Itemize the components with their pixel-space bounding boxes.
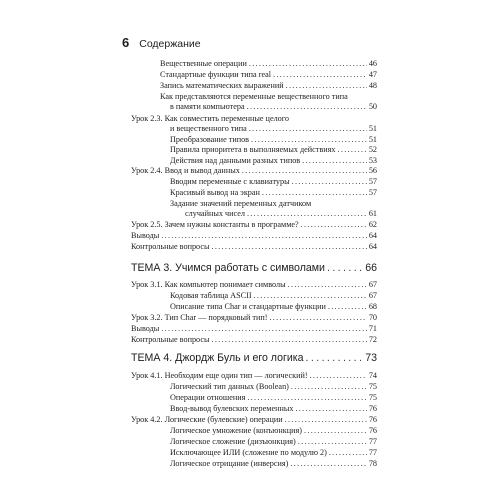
leader-dots (302, 156, 367, 166)
toc-entry-page: 77 (368, 437, 377, 446)
toc-entry-page: 76 (368, 404, 377, 413)
toc-entry-title: Операции отношения (170, 393, 246, 402)
toc-entry-page: 67 (368, 291, 377, 300)
toc-entry-page: 67 (368, 280, 377, 289)
toc-entry-page: 77 (368, 448, 377, 457)
toc-entry-title: Ввод-вывод булевских переменных (170, 404, 294, 413)
toc-entry-page: 68 (368, 302, 377, 311)
toc-entry (170, 102, 377, 112)
toc-entry (160, 81, 377, 91)
leader-dots (249, 59, 367, 69)
toc-entry-page: 50 (368, 102, 377, 111)
toc-entry-page: 46 (368, 59, 377, 68)
toc-entry (170, 156, 377, 166)
toc-entry-title-continued: и вещественного типа (170, 124, 247, 133)
toc-entry-page: 64 (368, 231, 377, 240)
toc-section-heading (131, 352, 377, 365)
page-number: 6 (122, 35, 130, 50)
toc-entry-title: Задание значений переменных датчиком (170, 199, 312, 208)
leader-dots (288, 280, 367, 290)
leader-dots (286, 81, 367, 91)
toc-entry (131, 371, 377, 381)
toc-entry-page: 57 (368, 177, 377, 186)
toc-entry (170, 404, 377, 414)
leader-dots (338, 145, 367, 155)
toc-entry-page: 76 (368, 415, 377, 424)
toc-entry-title: Описание типа Char и стандартные функции (170, 302, 326, 311)
toc-entry-page: 48 (368, 81, 377, 90)
toc-entry-page: 78 (368, 459, 377, 468)
toc-entry (170, 177, 377, 187)
toc-entry-page: 52 (368, 145, 377, 154)
leader-dots (327, 262, 363, 275)
leader-dots (161, 324, 367, 334)
toc-entry-page: 57 (368, 188, 377, 197)
toc-entry-page: 74 (368, 371, 377, 380)
leader-dots (247, 209, 367, 219)
leader-dots (262, 188, 367, 198)
toc-section-title: ТЕМА 3. Учимся работать с символами (131, 262, 325, 274)
toc-entry (170, 426, 377, 436)
toc-entry-title: Урок 2.5. Зачем нужны константы в программе? (131, 220, 299, 229)
toc-entry (131, 324, 377, 334)
toc-entry-title: Логическое отрицание (инверсия) (170, 459, 289, 468)
toc-entry-page: 75 (368, 393, 377, 402)
toc-entry-title: Красивый вывод на экран (170, 188, 260, 197)
toc-entry-title: Логическое сложение (дизъюнкция) (170, 437, 296, 446)
toc-entry-title: Контрольные вопросы (131, 242, 210, 251)
toc-entry-title: Урок 2.4. Ввод и вывод данных (131, 166, 240, 175)
toc-entry-page: 72 (368, 335, 377, 344)
toc-entry-title-continued: случайных чисел (185, 209, 245, 218)
toc-entry (131, 166, 377, 176)
toc-entry (170, 124, 377, 134)
toc-entry (170, 291, 377, 301)
running-header-title: Содержание (139, 38, 201, 50)
toc-entry-title: Выводы (131, 324, 160, 333)
toc-entry-title: Логический тип данных (Boolean) (170, 382, 289, 391)
toc-entry (170, 448, 377, 458)
toc-entry (185, 209, 377, 219)
toc-entry-page: 53 (368, 156, 377, 165)
toc-entry-title: Урок 3.2. Тип Char — порядковый тип! (131, 313, 268, 322)
toc-entry-page: 71 (368, 324, 377, 333)
leader-dots (249, 124, 367, 134)
leader-dots (290, 459, 366, 469)
leader-dots (285, 415, 367, 425)
toc-section-heading (131, 262, 377, 275)
leader-dots (242, 166, 367, 176)
leader-dots (211, 242, 366, 252)
toc-entry (170, 382, 377, 392)
toc-entry-page: 47 (368, 70, 377, 79)
leader-dots (329, 448, 367, 458)
toc-entry-page: 76 (368, 426, 377, 435)
toc-entry (131, 313, 377, 323)
toc-entry-page: 61 (368, 209, 377, 218)
toc-entry-title: Урок 3.1. Как компьютер понимает символы (131, 280, 286, 289)
toc-section-page: 66 (365, 262, 377, 274)
toc-entry-page: 51 (368, 135, 377, 144)
toc-entry-title: Урок 2.3. Как совместить переменные целого (131, 114, 289, 123)
leader-dots (269, 313, 366, 323)
toc-section-page: 73 (365, 352, 377, 364)
toc-entry-title-continued: в памяти компьютера (170, 102, 245, 111)
toc-entry (160, 70, 377, 80)
toc-entry-title: Запись математических выражений (160, 81, 284, 90)
toc-entry-title: Исключающее ИЛИ (сложение по модулю 2) (170, 448, 327, 457)
toc-entry-title: Урок 4.1. Необходим еще один тип — логический! (131, 371, 308, 380)
toc-entry-title: Преобразование типов (170, 135, 250, 144)
toc-entry-title: Вводим переменные с клавиатуры (170, 177, 290, 186)
leader-dots (161, 231, 367, 241)
toc-entry (170, 302, 377, 312)
toc-entry-title: Стандартные функции типа real (160, 70, 272, 79)
toc-entry (170, 459, 377, 469)
leader-dots (254, 291, 367, 301)
leader-dots (304, 426, 367, 436)
toc-entry (131, 231, 377, 241)
toc-entry (131, 220, 377, 230)
toc-entry-page: 64 (368, 242, 377, 251)
toc-entry (170, 437, 377, 447)
toc-entry (131, 242, 377, 252)
toc-entry-title: Урок 4.2. Логические (булевские) операции (131, 415, 283, 424)
leader-dots (247, 102, 367, 112)
leader-dots (301, 220, 367, 230)
leader-dots (298, 437, 367, 447)
leader-dots (273, 70, 367, 80)
toc-entry-title: Контрольные вопросы (131, 335, 210, 344)
toc-section-title: ТЕМА 4. Джордж Буль и его логика (131, 352, 304, 364)
toc-entry-page: 70 (368, 313, 377, 322)
leader-dots (247, 393, 366, 403)
toc-entry-title: Логическое умножение (конъюнкция) (170, 426, 303, 435)
toc-entry-page: 51 (368, 124, 377, 133)
toc-entry (160, 59, 377, 69)
leader-dots (295, 404, 366, 414)
leader-dots (211, 335, 366, 345)
toc-entry (170, 188, 377, 198)
toc-entry-title: Кодовая таблица ASCII (170, 291, 252, 300)
toc-entry (131, 335, 377, 345)
toc-entry-page: 56 (368, 166, 377, 175)
toc-entry-page: 75 (368, 382, 377, 391)
toc-entry (131, 415, 377, 425)
leader-dots (292, 177, 367, 187)
leader-dots (328, 302, 367, 312)
toc-entry (170, 145, 377, 155)
toc-entry (170, 393, 377, 403)
leader-dots (310, 371, 367, 381)
leader-dots (306, 352, 364, 365)
toc-entry-title: Правила приоритета в выполняемых действиях (170, 145, 336, 154)
toc-entry-title: Вещественные операции (160, 59, 247, 68)
leader-dots (291, 382, 367, 392)
toc-entry-title: Действия над данными разных типов (170, 156, 301, 165)
toc-entry (131, 280, 377, 290)
toc-entry (170, 135, 377, 145)
toc-entry-title: Выводы (131, 231, 160, 240)
toc-entry-page: 62 (368, 220, 377, 229)
toc-entry-title: Как представляются переменные вещественного типа (160, 92, 348, 101)
leader-dots (251, 135, 367, 145)
